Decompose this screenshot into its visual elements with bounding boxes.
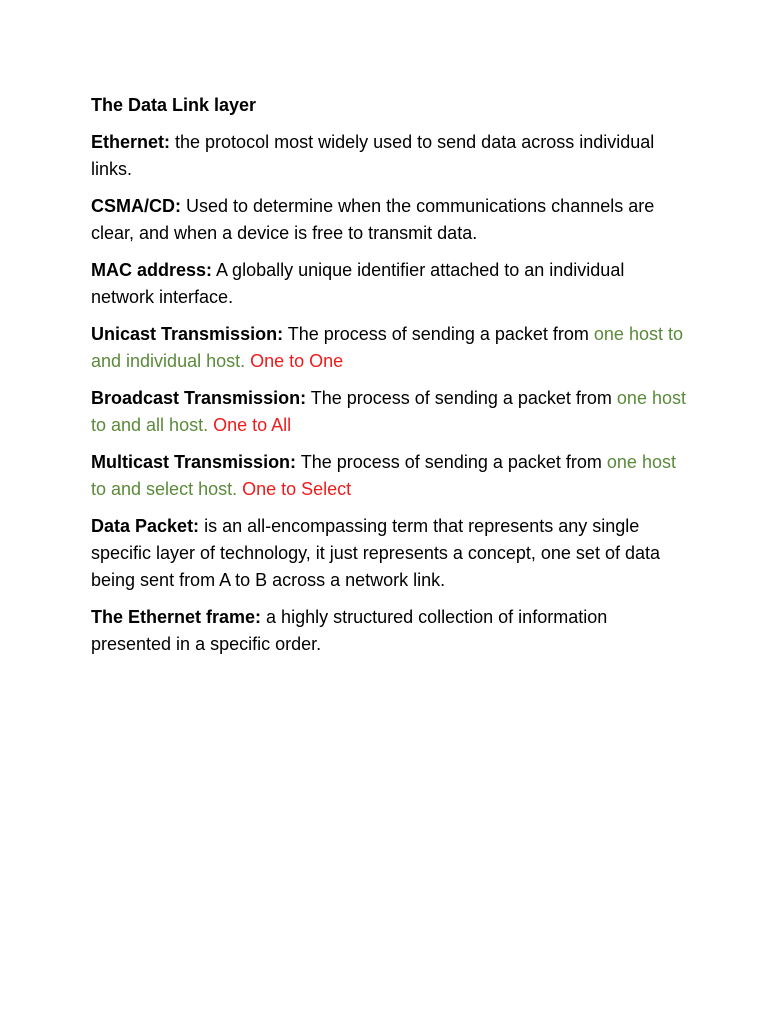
definition-text: Used to determine when the communications channels are clear, and when a device is free to transmit data. xyxy=(91,196,655,243)
definition-text: the protocol most widely used to send data across individual links. xyxy=(91,132,655,179)
definition-csma-cd xyxy=(91,193,691,247)
definition-text: The process of sending a packet from xyxy=(283,324,594,344)
definition-unicast xyxy=(91,321,691,375)
definition-text: A globally unique identifier attached to an individual network interface. xyxy=(91,260,625,307)
definition-text: The process of sending a packet from xyxy=(296,452,607,472)
definition-text: The process of sending a packet from xyxy=(306,388,617,408)
definition-ethernet-frame xyxy=(91,604,691,658)
definition-ethernet xyxy=(91,129,691,183)
definition-broadcast xyxy=(91,385,691,439)
definition-text: is an all-encompassing term that represents any single specific layer of technology, it just represents a concept, one set of data being sent from A to B across a network link. xyxy=(91,516,660,590)
definition-data-packet xyxy=(91,513,691,594)
document-page xyxy=(91,92,691,668)
highlight-red-text: One to All xyxy=(208,415,292,435)
term-label: The Ethernet frame: xyxy=(91,607,262,627)
definition-multicast xyxy=(91,449,691,503)
definition-mac-address xyxy=(91,257,691,311)
highlight-green-text: one host to and select host. xyxy=(91,452,676,499)
term-label: Broadcast Transmission: xyxy=(91,388,307,408)
term-label: Data Packet: xyxy=(91,516,200,536)
highlight-green-text: one host to and all host. xyxy=(91,388,686,435)
term-label: Unicast Transmission: xyxy=(91,324,284,344)
term-label: MAC address: xyxy=(91,260,213,280)
highlight-red-text: One to Select xyxy=(237,479,352,499)
term-label: Ethernet: xyxy=(91,132,171,152)
highlight-green-text: one host to and individual host. xyxy=(91,324,683,371)
term-label: Multicast Transmission: xyxy=(91,452,297,472)
term-label: CSMA/CD: xyxy=(91,196,181,216)
highlight-red-text: One to One xyxy=(245,351,344,371)
definition-text: a highly structured collection of information presented in a specific order. xyxy=(91,607,608,654)
page-title: The Data Link layer xyxy=(91,95,257,115)
